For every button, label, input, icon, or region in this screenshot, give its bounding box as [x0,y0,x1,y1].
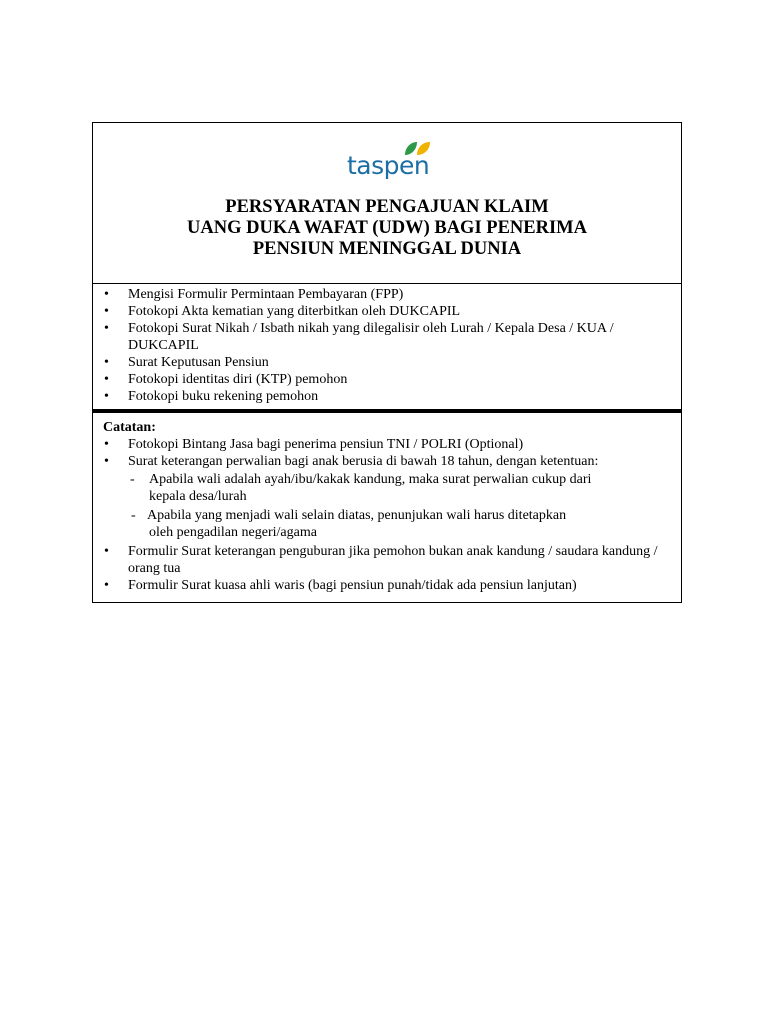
bullet-icon: • [104,454,109,469]
list-item: • Fotokopi Surat Nikah / Isbath nikah yang dilegalisir oleh Lurah / Kepala Desa / KUA / DUKCAPIL [104,321,614,353]
list-item: • Fotokopi Akta kematian yang diterbitkan oleh DUKCAPIL [104,304,461,319]
bullet-icon: • [104,287,109,302]
notes-title: Catatan: [103,420,156,435]
bullet-icon: • [104,437,109,452]
list-item: • Mengisi Formulir Permintaan Pembayaran (FPP) [104,287,404,302]
list-item: • Fotokopi Bintang Jasa bagi penerima pensiun TNI / POLRI (Optional) [104,437,524,452]
title-line-3: PENSIUN MENINGGAL DUNIA [252,239,522,259]
bullet-icon: • [104,304,109,319]
bullet-icon: • [104,372,109,387]
requirements-list [93,286,681,405]
notes-list-continued [93,543,681,594]
list-item: • Surat keterangan perwalian bagi anak berusia di bawah 18 tahun, dengan ketentuan: [104,454,599,469]
bullet-icon: • [104,544,109,559]
bullet-icon: • [104,578,109,593]
bullet-icon: • [104,321,109,336]
sub-list-item: - Apabila yang menjadi wali selain diatas, penunjukan wali harus ditetapkan oleh pengadilan negeri/agama [131,508,567,540]
list-item: • Formulir Surat keterangan penguburan jika pemohon bukan anak kandung / saudara kandung / orang tua [104,544,658,576]
notes-list [93,436,681,470]
taspen-logo [347,139,431,183]
notes-section [93,413,681,602]
requirements-section [93,284,681,413]
requirements-document [92,122,682,603]
list-item: • Formulir Surat kuasa ahli waris (bagi pensiun punah/tidak ada pensiun lanjutan) [104,578,577,593]
dash-marker: - [131,508,136,523]
list-item: • Surat Keputusan Pensiun [104,355,269,370]
document-header [93,123,681,284]
title-line-2: UANG DUKA WAFAT (UDW) BAGI PENERIMA [187,218,587,238]
sub-list-item: - Apabila wali adalah ayah/ibu/kakak kandung, maka surat perwalian cukup dari kepala desa/lurah [130,472,592,504]
list-item: • Fotokopi identitas diri (KTP) pemohon [104,372,348,387]
dash-marker: - [130,472,135,487]
logo-wordmark: taspen [347,151,430,180]
page-title [93,197,681,260]
bullet-icon: • [104,355,109,370]
title-line-1: PERSYARATAN PENGAJUAN KLAIM [225,197,549,217]
list-item: • Fotokopi buku rekening pemohon [104,389,319,404]
bullet-icon: • [104,389,109,404]
